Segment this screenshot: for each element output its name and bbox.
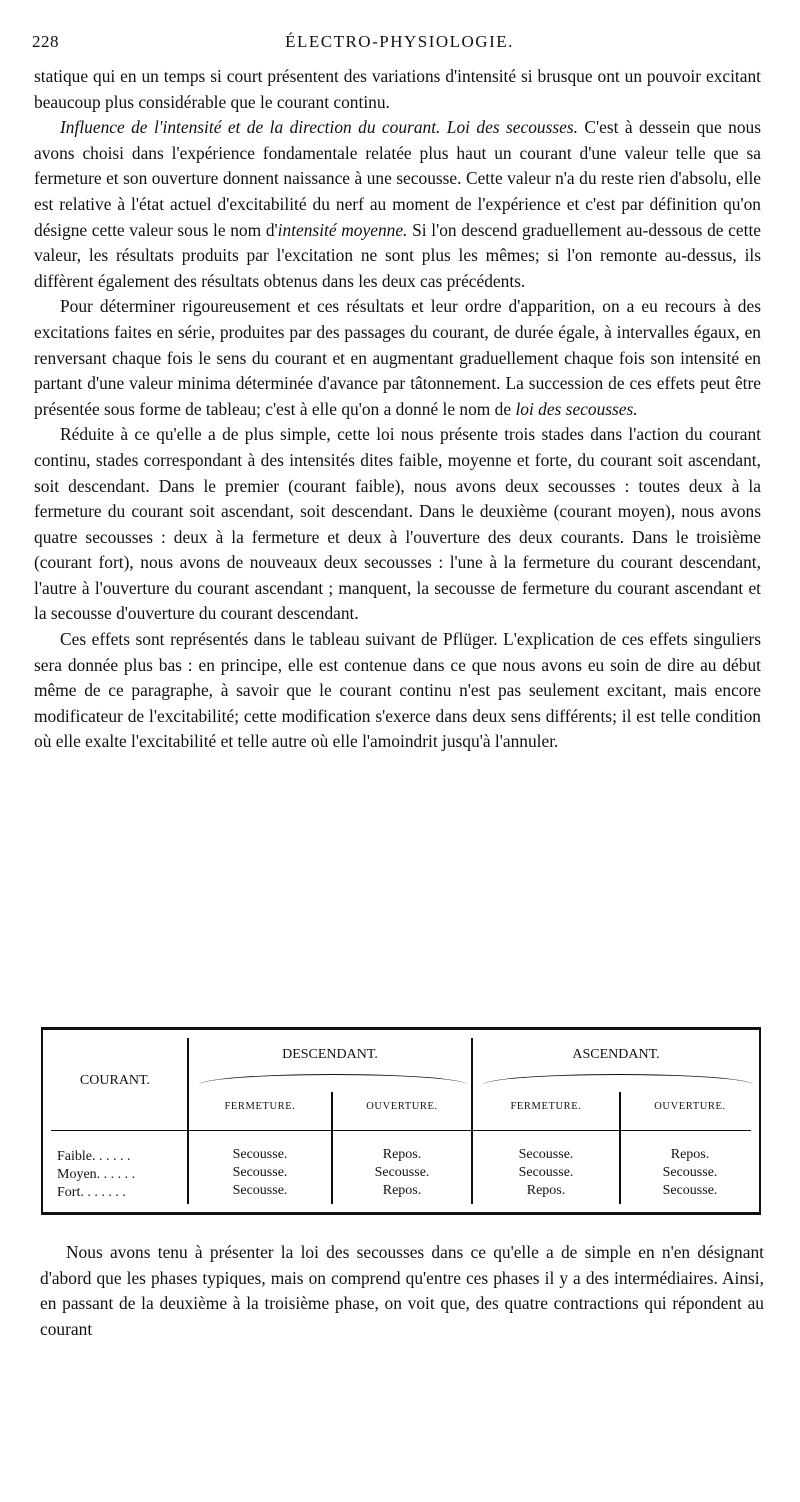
table-cell: Secousse. (232, 1183, 288, 1198)
body-text-continued (40, 1240, 764, 1342)
paragraph-2 (34, 115, 761, 294)
brace-ascendant (483, 1074, 753, 1087)
column-group-descendant: DESCENDANT. (282, 1047, 378, 1062)
table-cell: Secousse. (518, 1147, 574, 1162)
row-labels (57, 1148, 187, 1202)
table-cell: Secousse. (518, 1165, 574, 1180)
column-asc-fermeture (473, 1146, 619, 1200)
paragraph-4: Réduite à ce qu'elle a de plus simple, cette loi nous présente trois stades dans l'action du courant continu, stades correspondant à des intensités dites faible, moyenne et forte, du courant soit ascendant, soit descendant. Dans le premier (courant faible), nous avons deux secousses : toutes deux à la fermeture du courant soit ascendant, soit descendant. Dans le deuxième (courant moyen), nous avons quatre secousses : deux à la fermeture et deux à l'ouverture des deux courants. Dans le troisième (courant fort), nous avons de nouveaux deux secousses : l'une à la fermeture du courant descendant, l'autre à l'ouverture du courant ascendant ; manquent, la secousse de fermeture du courant ascendant et la secousse d'ouverture du courant descendant. (34, 424, 761, 624)
paragraph-2-text: C'est à dessein que nous avons choisi dans l'expérience fondamentale relatée plus haut un courant d'une valeur telle que sa fermeture et son ouverture donnent naissance à une secousse. Cette valeur n'a du reste rien d'absolu, elle est relative à l'état actuel d'excitabilité du nerf au moment de l'expérience et c'est par définition qu'on désigne cette valeur sous le nom d' (34, 117, 761, 240)
page-header (32, 32, 767, 56)
table-cell: Repos. (670, 1147, 710, 1162)
paragraph-3-text: Pour déterminer rigoureusement et ces résultats et leur ordre d'apparition, on a eu recours à des excitations faites en série, produites par des passages du courant, de durée égale, à intervalles égaux, en renversant chaque fois le sens du courant et en augmentant graduellement chaque fois son intensité en partant d'une valeur minima déterminée d'avance par tâtonnement. La succession de ces effets peut être présentée sous forme de tableau; c'est à elle qu'on a donné le nom de (34, 296, 761, 419)
row-label-faible: Faible. . . . . . (57, 1149, 131, 1164)
subheader-asc-ouverture: OUVERTURE. (654, 1101, 726, 1112)
brace-descendant (199, 1074, 467, 1087)
subheader-desc-fermeture: FERMETURE. (224, 1101, 296, 1112)
paragraph-1: statique qui en un temps si court présentent des variations d'intensité si brusque ont un pouvoir excitant beaucoup plus considérable que le courant continu. (34, 66, 761, 112)
term-loi-des-secousses: loi des secousses. (515, 398, 638, 419)
pfluger-table (41, 1027, 761, 1215)
row-label-moyen: Moyen. . . . . . (57, 1167, 136, 1182)
table-cell: Repos. (382, 1183, 422, 1198)
table-cell: Repos. (526, 1183, 566, 1198)
section-heading: Influence de l'intensité et de la direction du courant. Loi des secousses. (60, 117, 578, 138)
paragraph-6: Nous avons tenu à présenter la loi des secousses dans ce qu'elle a de simple en n'en désignant d'abord que les phases typiques, mais on comprend qu'entre ces phases il y a des intermédiaires. Ainsi, en passant de la deuxième à la troisième phase, on voit que, des quatre contractions qui répondent au courant (40, 1242, 764, 1339)
subheader-asc-fermeture: FERMETURE. (510, 1101, 582, 1112)
row-label-fort: Fort. . . . . . . (57, 1185, 126, 1200)
table-cell: Repos. (382, 1147, 422, 1162)
term-intensite-moyenne: intensité moyenne. (277, 219, 408, 240)
table-cell: Secousse. (232, 1165, 288, 1180)
column-asc-ouverture (621, 1146, 759, 1200)
paragraph-3 (34, 294, 761, 422)
column-group-ascendant: ASCENDANT. (572, 1047, 660, 1062)
body-text (34, 64, 761, 755)
table-rule (51, 1130, 751, 1131)
table-cell: Secousse. (662, 1165, 718, 1180)
column-desc-ouverture (333, 1146, 471, 1200)
column-header-courant: COURANT. (79, 1073, 151, 1088)
page-number: 228 (32, 32, 59, 51)
paragraph-5: Ces effets sont représentés dans le tableau suivant de Pflüger. L'explication de ces effets singuliers sera donnée plus bas : en principe, elle est contenue dans ce que nous avons eu soin de dire au début même de ce paragraphe, à savoir que le courant continu n'est pas seulement excitant, mais encore modificateur de l'excitabilité; cette modification s'exerce dans deux sens différents; il est telle condition où elle exalte l'excitabilité et telle autre où elle l'amoindrit jusqu'à l'annuler. (34, 629, 761, 752)
table-cell: Secousse. (232, 1147, 288, 1162)
table-cell: Secousse. (662, 1183, 718, 1198)
subheader-desc-ouverture: OUVERTURE. (366, 1101, 438, 1112)
table-cell: Secousse. (374, 1165, 430, 1180)
column-desc-fermeture (189, 1146, 331, 1200)
running-title: ÉLECTRO-PHYSIOLOGIE. (285, 32, 514, 51)
paragraph-2-end: Si l'on descend graduellement au-dessous de cette valeur, les résultats produits par l'excitation ne sont plus les mêmes; si l'on remonte au-dessus, ils diffèrent également des résultats obtenus dans les deux cas précédents. (34, 219, 761, 291)
